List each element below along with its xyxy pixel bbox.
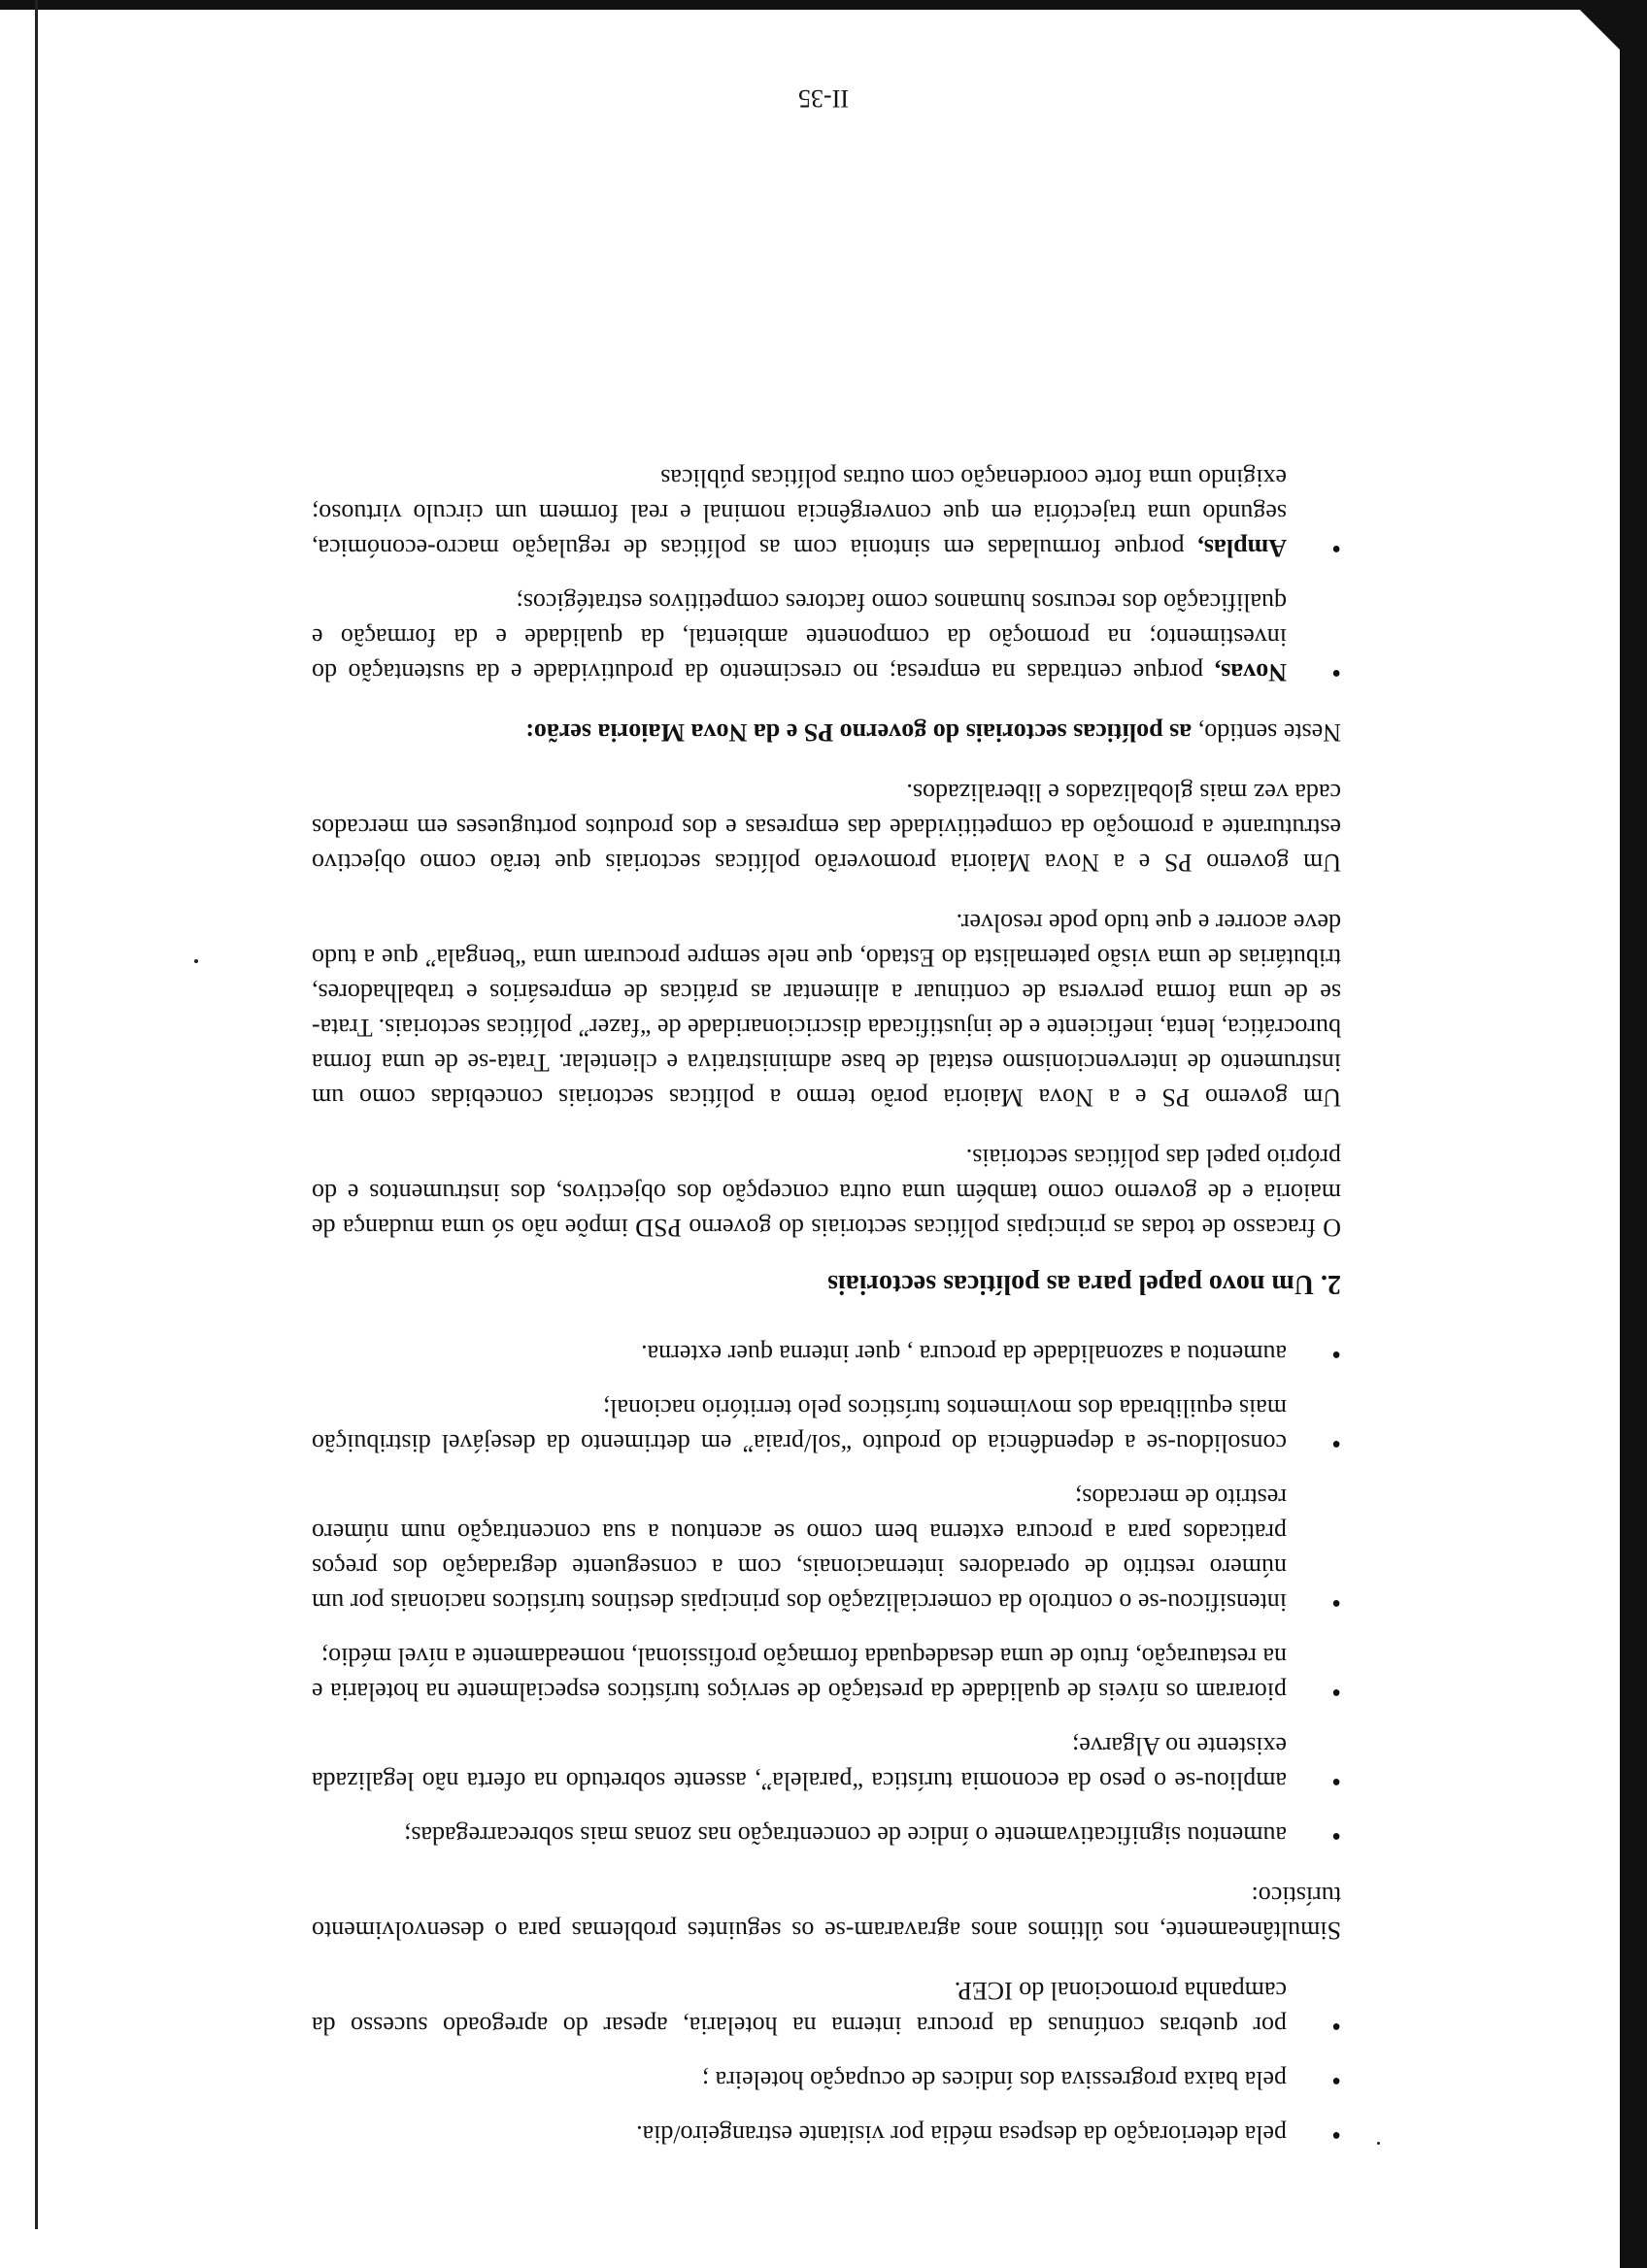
list-item: • pela baixa progressiva dos índices de ocupação hoteleira ; — [312, 2062, 1341, 2097]
scan-speck — [1377, 2142, 1380, 2145]
list-item: • por quebras contínuas da procura interna na hotelaria, apesar do apregoado sucesso da campanha promocional do ICEP. — [312, 1973, 1341, 2043]
trait-term: Amplas, — [1197, 534, 1287, 562]
list-item: • intensificou-se o controlo da comercialização dos principais destinos turísticos nacionais por um número restrito de operadores internacionais, com a conseguente degradação dos preços praticados para a procura externa bem como se acentuou a sua concentração num número restrito de mercados; — [312, 1480, 1341, 1619]
list-item — [312, 584, 1341, 689]
paragraph-competitiveness: Um governo PS e a Nova Maioria promoverão políticas sectoriais que terão como objectivo estruturante a promoção da competitividade das empresas e dos produtos portugueses em mercados cada vez mais globalizados e liberalizados. — [312, 779, 1341, 877]
scan-speck — [194, 959, 198, 963]
page-content — [312, 435, 1341, 2151]
paragraph-intervention: Um governo PS e a Nova Maioria porão termo a políticas sectoriais concebidas como um instrumento de intervencionismo estatal de base administrativa e clientelar. Trata-se de uma forma burocrática, lenta, ineficiente e de injustificada discricionaridade de “fazer” políticas sectoriais. Trata-se de uma forma perversa de continuar a alimentar as práticas de empresários e trabalhadores, tributárias de uma visão paternalista do Estado, que nele sempre procuram uma “bengala” que a tudo deve acorrer e que tudo pode resolver. — [312, 909, 1341, 1112]
section-heading: 2. Um novo papel para as políticas sectoriais — [827, 1269, 1341, 1299]
list-item: • consolidou-se a dependência do produto “sol/praia” em detrimento da desejável distribuição mais equilibrada dos movimentos turísticos pelo território nacional; — [312, 1390, 1341, 1460]
paragraph-policies-intro — [312, 715, 1341, 750]
policies-intro-bold: as políticas sectoriais do governo PS e da Nova Maioria serão: — [525, 718, 1193, 747]
list-item: • aumentou a sazonalidade da procura , quer interna quer externa. — [312, 1336, 1341, 1371]
list-policy-traits — [312, 460, 1341, 689]
page-number: II-35 — [798, 84, 849, 113]
trait-term: Novas, — [1214, 658, 1287, 686]
list-tourism-problems — [312, 1336, 1341, 1852]
trait-text: porque centradas na empresa; no crescimento da produtividade e da sustentação do investimento; na promoção da componente ambiental, da qualidade e da formação e qualificação dos recursos humanos como factores competitivos estratégicos; — [312, 588, 1287, 686]
list-item — [312, 460, 1341, 565]
trait-text: porque formuladas em sintonia com as políticas de regulação macro-económica, segundo uma trajectória em que convergência nominal e real formem um circulo virtuoso; exigindo uma forte coordenação com outras políticas públicas — [312, 464, 1287, 562]
paragraph-failure: O fracasso de todas as principais políticas sectoriais do governo PSD impõe não só uma mudança de maioria e de governo como também uma outra concepção dos objectivos, dos instrumentos e do próprio papel das políticas sectoriais. — [312, 1144, 1341, 1242]
list-item: • aumentou significativamente o índice de concentração nas zonas mais sobrecarregadas; — [312, 1818, 1341, 1852]
page-edge-line — [35, 0, 38, 2229]
paragraph-problems-intro: Simultâneamente, nos últimos anos agravaram-se os seguintes problemas para o desenvolvimento turístico: — [312, 1882, 1341, 1945]
list-item: • pioraram os níveis de qualidade da prestação de serviços turísticos especialmente na hotelaria e na restauração, fruto de uma desadequada formação profissional, nomeadamente a nível médio; — [312, 1639, 1341, 1709]
list-decline-indicators — [312, 1973, 1341, 2151]
list-item: • pela deterioração da despesa média por visitante estrangeiro/dia. — [312, 2117, 1341, 2151]
list-item: • ampliou-se o peso da economia turística “paralela”, assente sobretudo na oferta não legalizada existente no Algarve; — [312, 1728, 1341, 1798]
policies-intro-prefix: Neste sentido, — [1192, 718, 1341, 747]
